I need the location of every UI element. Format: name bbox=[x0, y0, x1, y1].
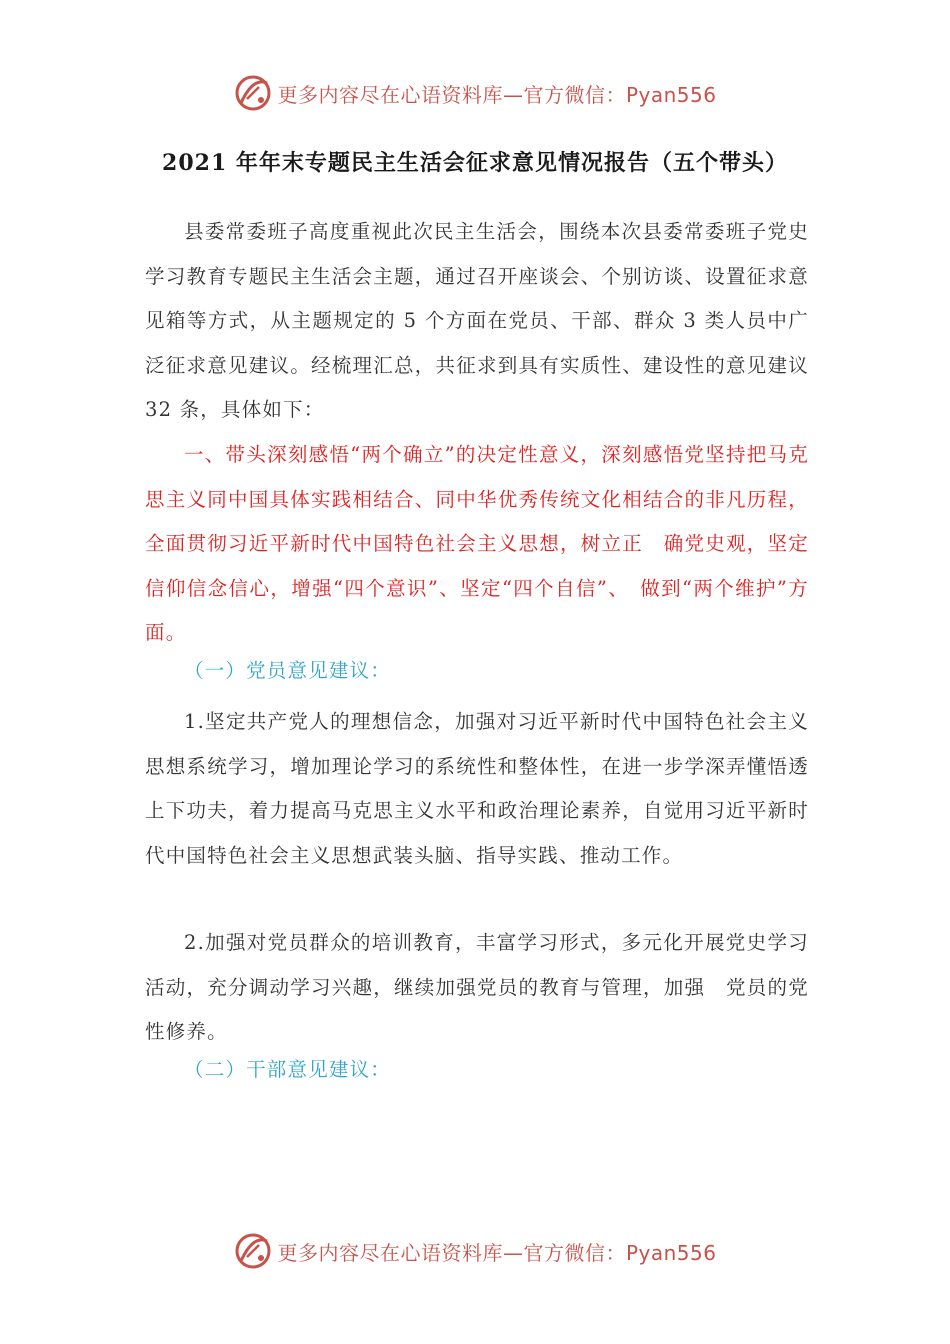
red-logo-icon bbox=[233, 1231, 273, 1271]
banner-text: 更多内容尽在心语资料库—官方微信：Pyan556 bbox=[277, 1240, 717, 1265]
list-item-2: 2.加强对党员群众的培训教育，丰富学习形式，多元化开展党史学习活动，充分调动学习兴趣，继续加强党员的教育与管理，加强 党员的党性修养。 bbox=[145, 931, 809, 1043]
subsection-heading-party-members: （一）党员意见建议： bbox=[184, 659, 392, 682]
red-logo-icon bbox=[233, 73, 273, 113]
document-title: 2021 年年末专题民主生活会征求意见情况报告（五个带头） bbox=[162, 150, 788, 176]
banner-text: 更多内容尽在心语资料库—官方微信：Pyan556 bbox=[277, 82, 717, 107]
subsection-heading-cadres: （二）干部意见建议： bbox=[184, 1058, 392, 1081]
header-banner bbox=[0, 70, 950, 116]
intro-paragraph: 县委常委班子高度重视此次民主生活会，围绕本次县委常委班子党史学习教育专题民主生活会主题，通过召开座谈会、个别访谈、设置征求意见箱等方式，从主题规定的 5 个方面在党员、干部、群众 3 类人员中广泛征求意见建议。经梳理汇总，共征求到具有实质性、建设性的意见建议 32 条，具体如下： bbox=[145, 220, 809, 421]
footer-banner bbox=[0, 1228, 950, 1274]
list-item-1: 1.坚定共产党人的理想信念，加强对习近平新时代中国特色社会主义思想系统学习，增加理论学习的系统性和整体性，在进一步学深弄懂悟透上下功夫，着力提高马克思主义水平和政治理论素养，自觉用习近平新时代中国特色社会主义思想武装头脑、指导实践、推动工作。 bbox=[145, 710, 809, 867]
section-heading-1: 一、带头深刻感悟“两个确立”的决定性意义，深刻感悟党坚持把马克思主义同中国具体实践相结合、同中华优秀传统文化相结合的非凡历程，全面贯彻习近平新时代中国特色社会主义思想，树立正 确党史观，坚定信仰信念信心，增强“四个意识”、坚定“四个自信”、 做到“两个维护”方面。 bbox=[145, 443, 809, 644]
